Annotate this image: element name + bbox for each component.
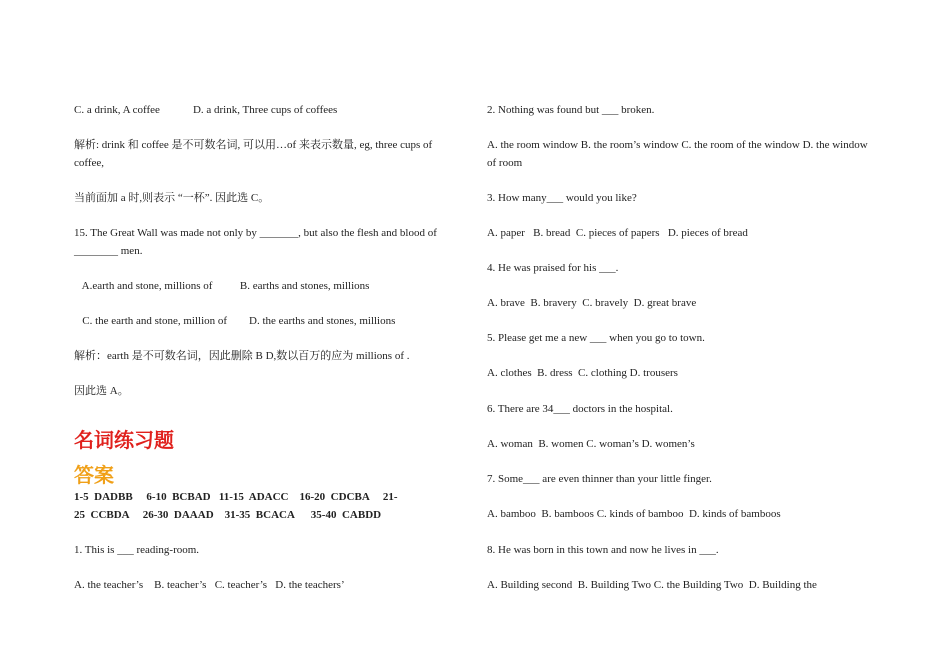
answers-heading: 答案 — [74, 463, 114, 487]
q1-options: A. the teacher’s B. teacher’s C. teacher’s D. the teachers’ — [74, 579, 345, 591]
page-title: 名词练习题 — [74, 428, 174, 452]
q2-options: A. the room window B. the room’s window C. the room of the window D. the window of room — [487, 139, 868, 169]
q6-options: A. woman B. women C. woman’s D. women’s — [487, 438, 695, 450]
q14-analysis-conclusion: 当前面加 a 时,则表示 “一杯”. 因此选 C。 — [74, 192, 270, 204]
q7-options: A. bamboo B. bamboos C. kinds of bamboo D. kinds of bamboos — [487, 508, 781, 520]
q14-options: C. a drink, A coffee D. a drink, Three cups of coffees — [74, 104, 338, 116]
q3-stem: 3. How many___ would you like? — [487, 192, 637, 204]
q14-analysis: 解析: drink 和 coffee 是不可数名词, 可以用…of 来表示数量, eg, three cups of coffee, — [74, 139, 433, 169]
q4-stem: 4. He was praised for his ___. — [487, 262, 619, 274]
q5-options: A. clothes B. dress C. clothing D. trousers — [487, 367, 678, 379]
q6-stem: 6. There are 34___ doctors in the hospital. — [487, 403, 673, 415]
q15-analysis-conclusion: 因此选 A。 — [74, 385, 129, 397]
q8-stem: 8. He was born in this town and now he lives in ___. — [487, 544, 719, 556]
q15-stem: 15. The Great Wall was made not only by _______, but also the flesh and blood of ________ men. — [74, 227, 437, 257]
q7-stem: 7. Some___ are even thinner than your little finger. — [487, 473, 712, 485]
answer-key-line-1: 1-5 DADBB 6-10 BCBAD 11-15 ADACC 16-20 CDCBA 21- — [74, 491, 398, 503]
q8-options: A. Building second B. Building Two C. the Building Two D. Building the — [487, 579, 817, 591]
q15-options-ab: A.earth and stone, millions of B. earths and stones, millions — [74, 280, 370, 292]
q5-stem: 5. Please get me a new ___ when you go to town. — [487, 332, 705, 344]
q4-options: A. brave B. bravery C. bravely D. great brave — [487, 297, 697, 309]
q2-stem: 2. Nothing was found but ___ broken. — [487, 104, 655, 116]
q3-options: A. paper B. bread C. pieces of papers D. pieces of bread — [487, 227, 748, 239]
q15-options-cd: C. the earth and stone, million of D. the earths and stones, millions — [74, 315, 396, 327]
q15-analysis: 解析：earth 是不可数名词，因此删除 B D,数以百万的应为 millions of . — [74, 350, 410, 362]
q1-stem: 1. This is ___ reading-room. — [74, 544, 200, 556]
answer-key-line-2: 25 CCBDA 26-30 DAAAD 31-35 BCACA 35-40 CABDD — [74, 509, 382, 521]
